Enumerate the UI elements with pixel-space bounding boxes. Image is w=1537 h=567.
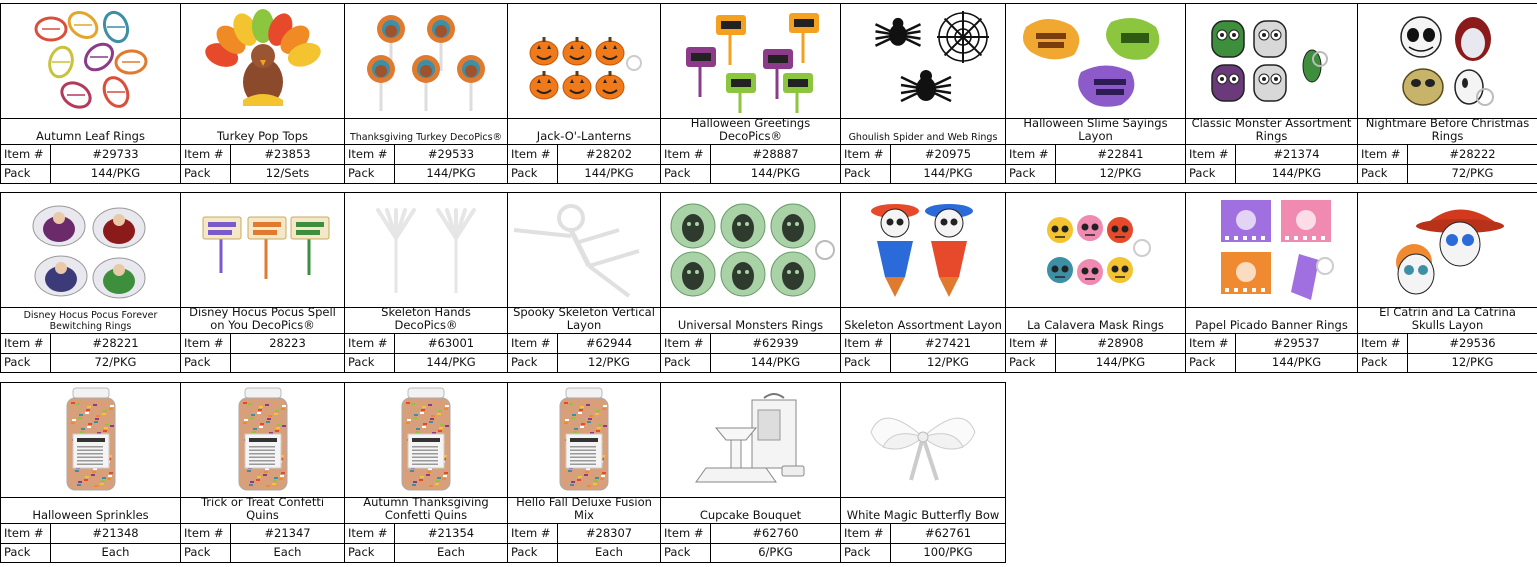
pack-size-label: Pack <box>508 353 558 372</box>
product-name: Papel Picado Banner Rings <box>1186 307 1357 334</box>
skeleton-icon <box>508 193 660 308</box>
item-number-value: #22841 <box>1097 147 1144 161</box>
item-number-label: Item # <box>181 334 231 353</box>
item-number-row <box>1358 145 1537 165</box>
item-number-row <box>1358 334 1537 354</box>
product-name: Hello Fall Deluxe Fusion Mix <box>508 497 660 524</box>
item-number-row <box>1006 145 1185 165</box>
item-number-row <box>508 524 660 544</box>
pack-size-value: 144/PKG <box>1271 355 1322 369</box>
item-number-label: Item # <box>1 145 51 164</box>
pack-size-label: Pack <box>1 353 51 372</box>
pack-size-value: 144/PKG <box>426 166 476 180</box>
item-number-label: Item # <box>841 524 891 543</box>
pack-size-value: 144/PKG <box>750 166 801 180</box>
item-number-row <box>1186 145 1357 165</box>
pack-size-value: 144/PKG <box>923 166 973 180</box>
pack-size-label: Pack <box>508 164 558 183</box>
item-number-value: #23853 <box>264 147 311 161</box>
slime-icon <box>1006 4 1185 119</box>
item-number-row <box>345 145 507 165</box>
item-number-row <box>661 334 840 354</box>
product-card <box>1185 192 1358 373</box>
product-card <box>1005 3 1186 184</box>
product-card <box>0 192 181 373</box>
sign-picks-icon <box>661 4 840 119</box>
item-number-value: #29537 <box>1273 336 1320 350</box>
product-name: Nightmare Before Christmas Rings <box>1358 118 1537 145</box>
pack-size-row <box>841 543 1005 563</box>
product-card <box>1005 192 1186 373</box>
item-number-value: #21347 <box>264 526 311 540</box>
pack-size-value: 144/PKG <box>750 355 801 369</box>
item-number-row <box>661 145 840 165</box>
pack-size-value: 144/PKG <box>1271 166 1322 180</box>
pack-size-value: 144/PKG <box>1095 355 1146 369</box>
pack-size-label: Pack <box>1186 353 1236 372</box>
pack-size-label: Pack <box>508 543 558 562</box>
sprinkle-jar-icon <box>345 383 507 498</box>
pack-size-label: Pack <box>181 353 231 372</box>
pack-size-value: 72/PKG <box>1451 166 1494 180</box>
item-number-label: Item # <box>345 145 395 164</box>
item-number-row <box>345 524 507 544</box>
item-number-value: #28222 <box>1449 147 1496 161</box>
product-card <box>660 192 841 373</box>
pack-size-value: Each <box>273 545 302 559</box>
pack-size-row <box>1 353 180 373</box>
product-name: Disney Hocus Pocus Forever Bewitching Rings <box>1 307 180 334</box>
leaf-rings-icon <box>1 4 180 119</box>
product-name: Skeleton Hands DecoPics® <box>345 307 507 334</box>
turkey-picks-icon <box>345 4 507 119</box>
product-card <box>840 3 1006 184</box>
item-number-row <box>661 524 840 544</box>
item-number-label: Item # <box>1358 334 1408 353</box>
pack-size-value: 12/PKG <box>1451 355 1494 369</box>
pack-size-value: 12/PKG <box>588 355 630 369</box>
item-number-label: Item # <box>1 524 51 543</box>
papel-picado-icon <box>1186 193 1357 308</box>
product-card <box>344 192 508 373</box>
item-number-row <box>1 145 180 165</box>
item-number-value: #63001 <box>427 336 475 350</box>
product-name: White Magic Butterfly Bow <box>841 497 1005 524</box>
pack-size-row <box>1358 164 1537 184</box>
pack-size-label: Pack <box>1006 164 1056 183</box>
product-name: Spooky Skeleton Vertical Layon <box>508 307 660 334</box>
catrina-icon <box>841 193 1005 308</box>
pack-size-row <box>661 353 840 373</box>
item-number-label: Item # <box>661 334 711 353</box>
pack-size-value: 72/PKG <box>94 355 137 369</box>
product-name: Jack-O'-Lanterns <box>508 118 660 145</box>
pack-size-row <box>508 164 660 184</box>
item-number-label: Item # <box>1186 145 1236 164</box>
pack-size-label: Pack <box>1006 353 1056 372</box>
pack-size-row <box>508 543 660 563</box>
item-number-label: Item # <box>508 334 558 353</box>
product-card <box>344 3 508 184</box>
item-number-label: Item # <box>345 524 395 543</box>
pack-size-row <box>1186 353 1357 373</box>
pack-size-row <box>345 164 507 184</box>
item-number-label: Item # <box>1006 334 1056 353</box>
pack-size-label: Pack <box>181 164 231 183</box>
item-number-value: #21374 <box>1273 147 1320 161</box>
item-number-value: #28221 <box>92 336 139 350</box>
product-name: Disney Hocus Pocus Spell on You DecoPics® <box>181 307 344 334</box>
pack-size-label: Pack <box>841 164 891 183</box>
product-name: Autumn Leaf Rings <box>1 118 180 145</box>
item-number-value: #21354 <box>427 526 475 540</box>
item-number-value: #62944 <box>585 336 633 350</box>
sugar-skull-icon <box>1006 193 1185 308</box>
item-number-value: #27421 <box>924 336 972 350</box>
pack-size-row <box>1 164 180 184</box>
item-number-label: Item # <box>661 524 711 543</box>
item-number-row <box>841 524 1005 544</box>
item-number-row <box>181 524 344 544</box>
pumpkin-icon <box>508 4 660 119</box>
pack-size-value: Each <box>101 545 130 559</box>
pack-size-value: 100/PKG <box>923 545 973 559</box>
pack-size-label: Pack <box>345 543 395 562</box>
pack-size-row <box>1006 353 1185 373</box>
pack-size-label: Pack <box>661 353 711 372</box>
pack-size-row <box>661 543 840 563</box>
pack-size-row <box>345 543 507 563</box>
pack-size-row <box>1358 353 1537 373</box>
sprinkle-jar-icon <box>1 383 180 498</box>
product-name: Autumn Thanksgiving Confetti Quins <box>345 497 507 524</box>
product-name: Skeleton Assortment Layon <box>841 307 1005 334</box>
item-number-row <box>508 145 660 165</box>
pack-size-row <box>661 164 840 184</box>
product-card <box>180 382 345 563</box>
pack-size-value: Each <box>437 545 465 559</box>
item-number-label: Item # <box>181 524 231 543</box>
item-number-label: Item # <box>1358 145 1408 164</box>
pack-size-row <box>841 164 1005 184</box>
product-name: Ghoulish Spider and Web Rings <box>841 118 1005 145</box>
product-card <box>1185 3 1358 184</box>
product-name: Cupcake Bouquet <box>661 497 840 524</box>
pack-size-label: Pack <box>841 543 891 562</box>
pack-size-label: Pack <box>1 543 51 562</box>
product-name: Trick or Treat Confetti Quins <box>181 497 344 524</box>
pack-size-label: Pack <box>1186 164 1236 183</box>
pack-size-value: 144/PKG <box>90 166 141 180</box>
item-number-label: Item # <box>841 145 891 164</box>
product-name: Universal Monsters Rings <box>661 307 840 334</box>
item-number-row <box>1186 334 1357 354</box>
product-name: Halloween Greetings DecoPics® <box>661 118 840 145</box>
pack-size-row <box>1186 164 1357 184</box>
item-number-value: #62939 <box>752 336 799 350</box>
pack-size-value <box>231 353 344 372</box>
pack-size-row <box>181 164 344 184</box>
product-card <box>660 382 841 563</box>
product-card <box>180 192 345 373</box>
pack-size-row <box>181 543 344 563</box>
turkey-icon <box>181 4 344 119</box>
item-number-value: #28307 <box>585 526 633 540</box>
product-card <box>0 3 181 184</box>
product-card <box>1357 192 1537 373</box>
spider-icon <box>841 4 1005 119</box>
product-card <box>0 382 181 563</box>
sprinkle-jar-icon <box>181 383 344 498</box>
witch-rings-icon <box>1 193 180 308</box>
item-number-label: Item # <box>661 145 711 164</box>
pack-size-row <box>345 353 507 373</box>
spell-picks-icon <box>181 193 344 308</box>
pack-size-value: Each <box>595 545 623 559</box>
cupcake-box-icon <box>661 383 840 498</box>
item-number-value: #20975 <box>924 147 972 161</box>
item-number-row <box>345 334 507 354</box>
item-number-row <box>181 334 344 354</box>
pack-size-value: 144/PKG <box>584 166 634 180</box>
monster-icon <box>1186 4 1357 119</box>
item-number-value: #28202 <box>585 147 633 161</box>
item-number-label: Item # <box>181 145 231 164</box>
pack-size-label: Pack <box>1 164 51 183</box>
item-number-value: #29536 <box>1449 336 1496 350</box>
item-number-value: #21348 <box>92 526 139 540</box>
pack-size-row <box>181 353 344 373</box>
item-number-value: #62760 <box>752 526 799 540</box>
pack-size-value: 12/Sets <box>265 166 310 180</box>
item-number-row <box>1006 334 1185 354</box>
product-name: Classic Monster Assortment Rings <box>1186 118 1357 145</box>
pack-size-label: Pack <box>841 353 891 372</box>
monster-rings-icon <box>661 193 840 308</box>
item-number-value: #62761 <box>924 526 972 540</box>
item-number-row <box>841 334 1005 354</box>
pack-size-label: Pack <box>181 543 231 562</box>
pack-size-label: Pack <box>661 543 711 562</box>
product-name: Thanksgiving Turkey DecoPics® <box>345 118 507 145</box>
product-name: Turkey Pop Tops <box>181 118 344 145</box>
item-number-value: #28908 <box>1097 336 1144 350</box>
pack-size-label: Pack <box>1358 164 1408 183</box>
pack-size-label: Pack <box>1358 353 1408 372</box>
product-card <box>507 192 661 373</box>
item-number-row <box>508 334 660 354</box>
item-number-row <box>181 145 344 165</box>
pack-size-row <box>841 353 1005 373</box>
pack-size-row <box>508 353 660 373</box>
item-number-row <box>1 524 180 544</box>
item-number-label: Item # <box>345 334 395 353</box>
product-card <box>344 382 508 563</box>
pack-size-label: Pack <box>661 164 711 183</box>
pack-size-label: Pack <box>345 164 395 183</box>
pack-size-value: 144/PKG <box>426 355 476 369</box>
product-card <box>1357 3 1537 184</box>
item-number-row <box>1 334 180 354</box>
pack-size-value: 12/PKG <box>1099 166 1142 180</box>
skull-face-icon <box>1358 4 1537 119</box>
product-card <box>180 3 345 184</box>
pack-size-row <box>1006 164 1185 184</box>
item-number-label: Item # <box>1006 145 1056 164</box>
item-number-label: Item # <box>1 334 51 353</box>
pack-size-value: 6/PKG <box>758 545 793 559</box>
product-name: Halloween Sprinkles <box>1 497 180 524</box>
item-number-value: #29533 <box>427 147 475 161</box>
item-number-row <box>841 145 1005 165</box>
item-number-value: #29733 <box>92 147 139 161</box>
product-name: La Calavera Mask Rings <box>1006 307 1185 334</box>
product-card <box>507 382 661 563</box>
skeleton-hands-icon <box>345 193 507 308</box>
item-number-label: Item # <box>508 145 558 164</box>
product-name: Halloween Slime Sayings Layon <box>1006 118 1185 145</box>
item-number-label: Item # <box>508 524 558 543</box>
item-number-value: #28887 <box>752 147 799 161</box>
sprinkle-jar-icon <box>508 383 660 498</box>
product-card <box>840 192 1006 373</box>
pack-size-row <box>1 543 180 563</box>
pack-size-value: 12/PKG <box>927 355 969 369</box>
product-card <box>660 3 841 184</box>
product-card <box>840 382 1006 563</box>
bow-icon <box>841 383 1005 498</box>
product-name: El Catrin and La Catrina Skulls Layon <box>1358 307 1537 334</box>
product-card <box>507 3 661 184</box>
item-number-value: 28223 <box>269 336 306 350</box>
item-number-label: Item # <box>1186 334 1236 353</box>
item-number-label: Item # <box>841 334 891 353</box>
catrin-skulls-icon <box>1358 193 1537 308</box>
pack-size-label: Pack <box>345 353 395 372</box>
